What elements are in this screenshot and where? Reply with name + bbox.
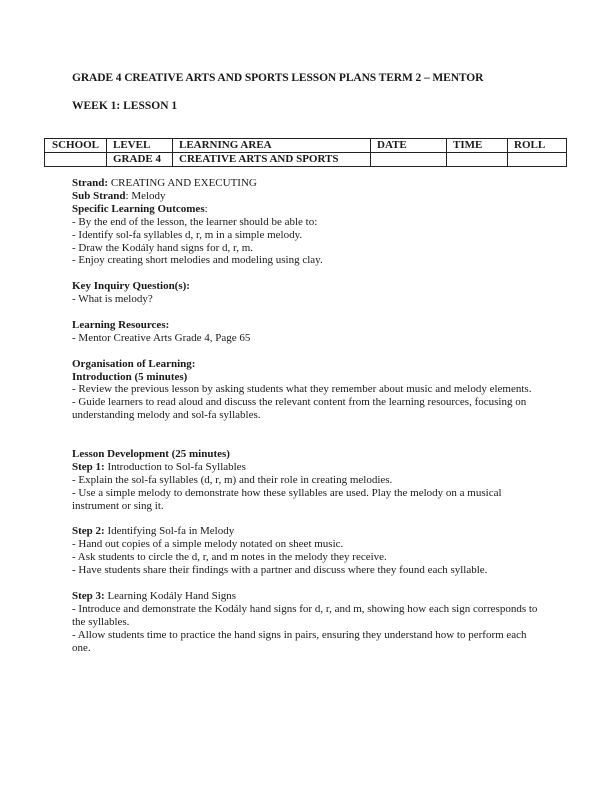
list-item: - Ask students to circle the d, r, and m notes in the melody they receive. bbox=[72, 551, 387, 564]
cell-learning-area: CREATIVE ARTS AND SPORTS bbox=[173, 153, 371, 167]
strand bbox=[72, 177, 542, 190]
cell-school bbox=[45, 153, 107, 167]
table-header-row bbox=[45, 139, 567, 153]
step-3-heading: Step 3: Learning Kodály Hand Signs bbox=[72, 589, 237, 602]
cell-roll bbox=[508, 153, 567, 167]
organisation-heading: Organisation of Learning: bbox=[72, 357, 196, 370]
list-item: - Enjoy creating short melodies and modeling using clay. bbox=[72, 254, 323, 267]
cell-time bbox=[447, 153, 508, 167]
list-item: - Use a simple melody to demonstrate how these syllables are used. Play the melody on a musical instrument or sing it. bbox=[72, 486, 502, 512]
development-heading: Lesson Development (25 minutes) bbox=[72, 447, 230, 460]
list-item: - Introduce and demonstrate the Kodály hand signs for d, r, and m, showing how each sign corresponds to the syllables. bbox=[72, 602, 538, 628]
list-item: - Have students share their findings with a partner and discuss where they found each syllable. bbox=[72, 564, 488, 577]
list-item: - Draw the Kodály hand signs for d, r, m. bbox=[72, 241, 254, 254]
lesson-content bbox=[72, 177, 542, 654]
strand-label: Strand: bbox=[72, 177, 109, 189]
list-item: - Mentor Creative Arts Grade 4, Page 65 bbox=[72, 331, 251, 344]
strand-value: CREATING AND EXECUTING bbox=[108, 177, 257, 189]
header-date: DATE bbox=[371, 139, 447, 153]
step-1-heading: Step 1: Introduction to Sol-fa Syllables bbox=[72, 460, 246, 473]
inquiry-heading: Key Inquiry Question(s): bbox=[72, 280, 190, 293]
cell-date bbox=[371, 153, 447, 167]
list-item: - Explain the sol-fa syllables (d, r, m) and their role in creating melodies. bbox=[72, 473, 393, 486]
list-item: - Review the previous lesson by asking students what they remember about music and melody elements. bbox=[72, 383, 532, 396]
step-2-heading: Step 2: Identifying Sol-fa in Melody bbox=[72, 525, 235, 538]
table-row bbox=[45, 153, 567, 167]
sub-strand-label: Sub Strand bbox=[72, 189, 126, 202]
list-item: - Identify sol-fa syllables d, r, m in a simple melody. bbox=[72, 228, 303, 241]
list-item: - Guide learners to read aloud and discuss the relevant content from the learning resources, focusing on understanding melody and sol-fa syllables. bbox=[72, 396, 527, 422]
header-time: TIME bbox=[447, 139, 508, 153]
header-level: LEVEL bbox=[107, 139, 173, 153]
introduction-heading: Introduction (5 minutes) bbox=[72, 370, 188, 383]
list-item: - What is melody? bbox=[72, 293, 153, 306]
header-school: SCHOOL bbox=[45, 139, 107, 153]
document-title: GRADE 4 CREATIVE ARTS AND SPORTS LESSON PLANS TERM 2 – MENTOR bbox=[72, 72, 484, 84]
list-item: - Allow students time to practice the hand signs in pairs, ensuring they understand how to perform each one. bbox=[72, 628, 527, 654]
list-item: - By the end of the lesson, the learner should be able to: bbox=[72, 215, 318, 228]
week-lesson-heading: WEEK 1: LESSON 1 bbox=[72, 100, 178, 112]
header-roll: ROLL bbox=[508, 139, 567, 153]
outcomes-heading: Specific Learning Outcomes: bbox=[72, 202, 208, 215]
sub-strand-value: : Melody bbox=[125, 189, 166, 202]
header-learning-area: LEARNING AREA bbox=[173, 139, 371, 153]
list-item: - Hand out copies of a simple melody notated on sheet music. bbox=[72, 538, 344, 551]
sub-strand bbox=[72, 190, 542, 203]
lesson-info-table bbox=[44, 138, 567, 167]
resources-heading: Learning Resources: bbox=[72, 318, 170, 331]
cell-level: GRADE 4 bbox=[107, 153, 173, 167]
